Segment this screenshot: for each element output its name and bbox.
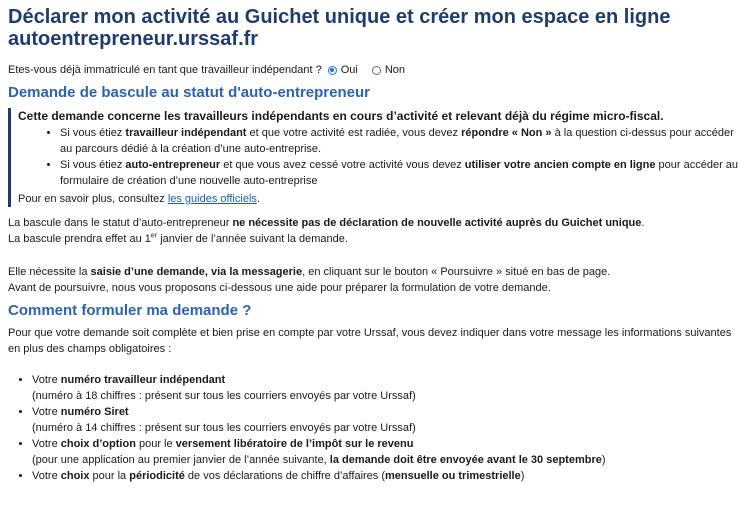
radio-oui-label[interactable]: Oui xyxy=(340,64,358,76)
info-notice xyxy=(8,108,741,207)
notice-title: Cette demande concerne les travailleurs indépendants en cours d’activité et relevant déjà du régime micro-fiscal. xyxy=(18,109,664,123)
radio-non-label[interactable]: Non xyxy=(384,64,405,76)
page-title: Déclarer mon activité au Guichet unique et créer mon espace en ligne autoentrepreneur.urssaf.fr xyxy=(8,6,671,50)
section-heading-formuler: Comment formuler ma demande ? xyxy=(8,302,252,319)
notice-item: • Si vous étiez auto-entrepreneur et que vous avez cessé votre activité vous devez utiliser votre ancien compte en ligne pour accéder au formulaire de création d’une nouvelle auto-entreprise xyxy=(60,157,741,189)
bascule-paragraph: La bascule dans le statut d’auto-entrepreneur ne nécessite pas de déclaration de nouvelle activité auprès du Guichet unique. La bascule prendra effet au 1er janvier de l’année suivant la demande. xyxy=(8,217,645,245)
section-heading-bascule: Demande de bascule au statut d'auto-entrepreneur xyxy=(8,84,370,101)
radio-non[interactable] xyxy=(372,66,381,75)
guides-officiels-link[interactable]: les guides officiels xyxy=(167,193,257,205)
required-info-list xyxy=(8,372,741,484)
question-label: Etes-vous déjà immatriculé en tant que travailleur indépendant ? xyxy=(8,64,322,76)
notice-list xyxy=(18,125,741,189)
list-item: • Votre choix d’option pour le versement libératoire de l’impôt sur le revenu (pour une application au premier janvier de l’année suivante, la demande doit être envoyée avant le 30 septembre) xyxy=(32,436,741,468)
registration-question xyxy=(8,62,741,78)
list-item: • Votre choix pour la périodicité de vos déclarations de chiffre d’affaires (mensuelle ou trimestrielle) xyxy=(32,468,741,484)
messagerie-paragraph: Elle nécessite la saisie d’une demande, via la messagerie, en cliquant sur le bouton « Poursuivre » situé en bas de page. Avant de poursuivre, nous vous proposons ci-dessous une aide pour préparer la formulation de votre demande. xyxy=(8,266,611,294)
formuler-intro: Pour que votre demande soit complète et bien prise en compte par votre Urssaf, vous devez indiquer dans votre message les informations suivantes en plus des champs obligatoires : xyxy=(8,327,732,355)
radio-oui[interactable] xyxy=(328,66,337,75)
notice-more: Pour en savoir plus, consultez les guides officiels. xyxy=(18,193,260,205)
notice-item: • Si vous étiez travailleur indépendant et que votre activité est radiée, vous devez répondre « Non » à la question ci-dessus pour accéder au parcours dédié à la création d’une auto-entreprise. xyxy=(60,125,741,157)
list-item: • Votre numéro Siret (numéro à 14 chiffres : présent sur tous les courriers envoyés par votre Urssaf) xyxy=(32,404,741,436)
list-item: • Votre numéro travailleur indépendant (numéro à 18 chiffres : présent sur tous les courriers envoyés par votre Urssaf) xyxy=(32,372,741,404)
